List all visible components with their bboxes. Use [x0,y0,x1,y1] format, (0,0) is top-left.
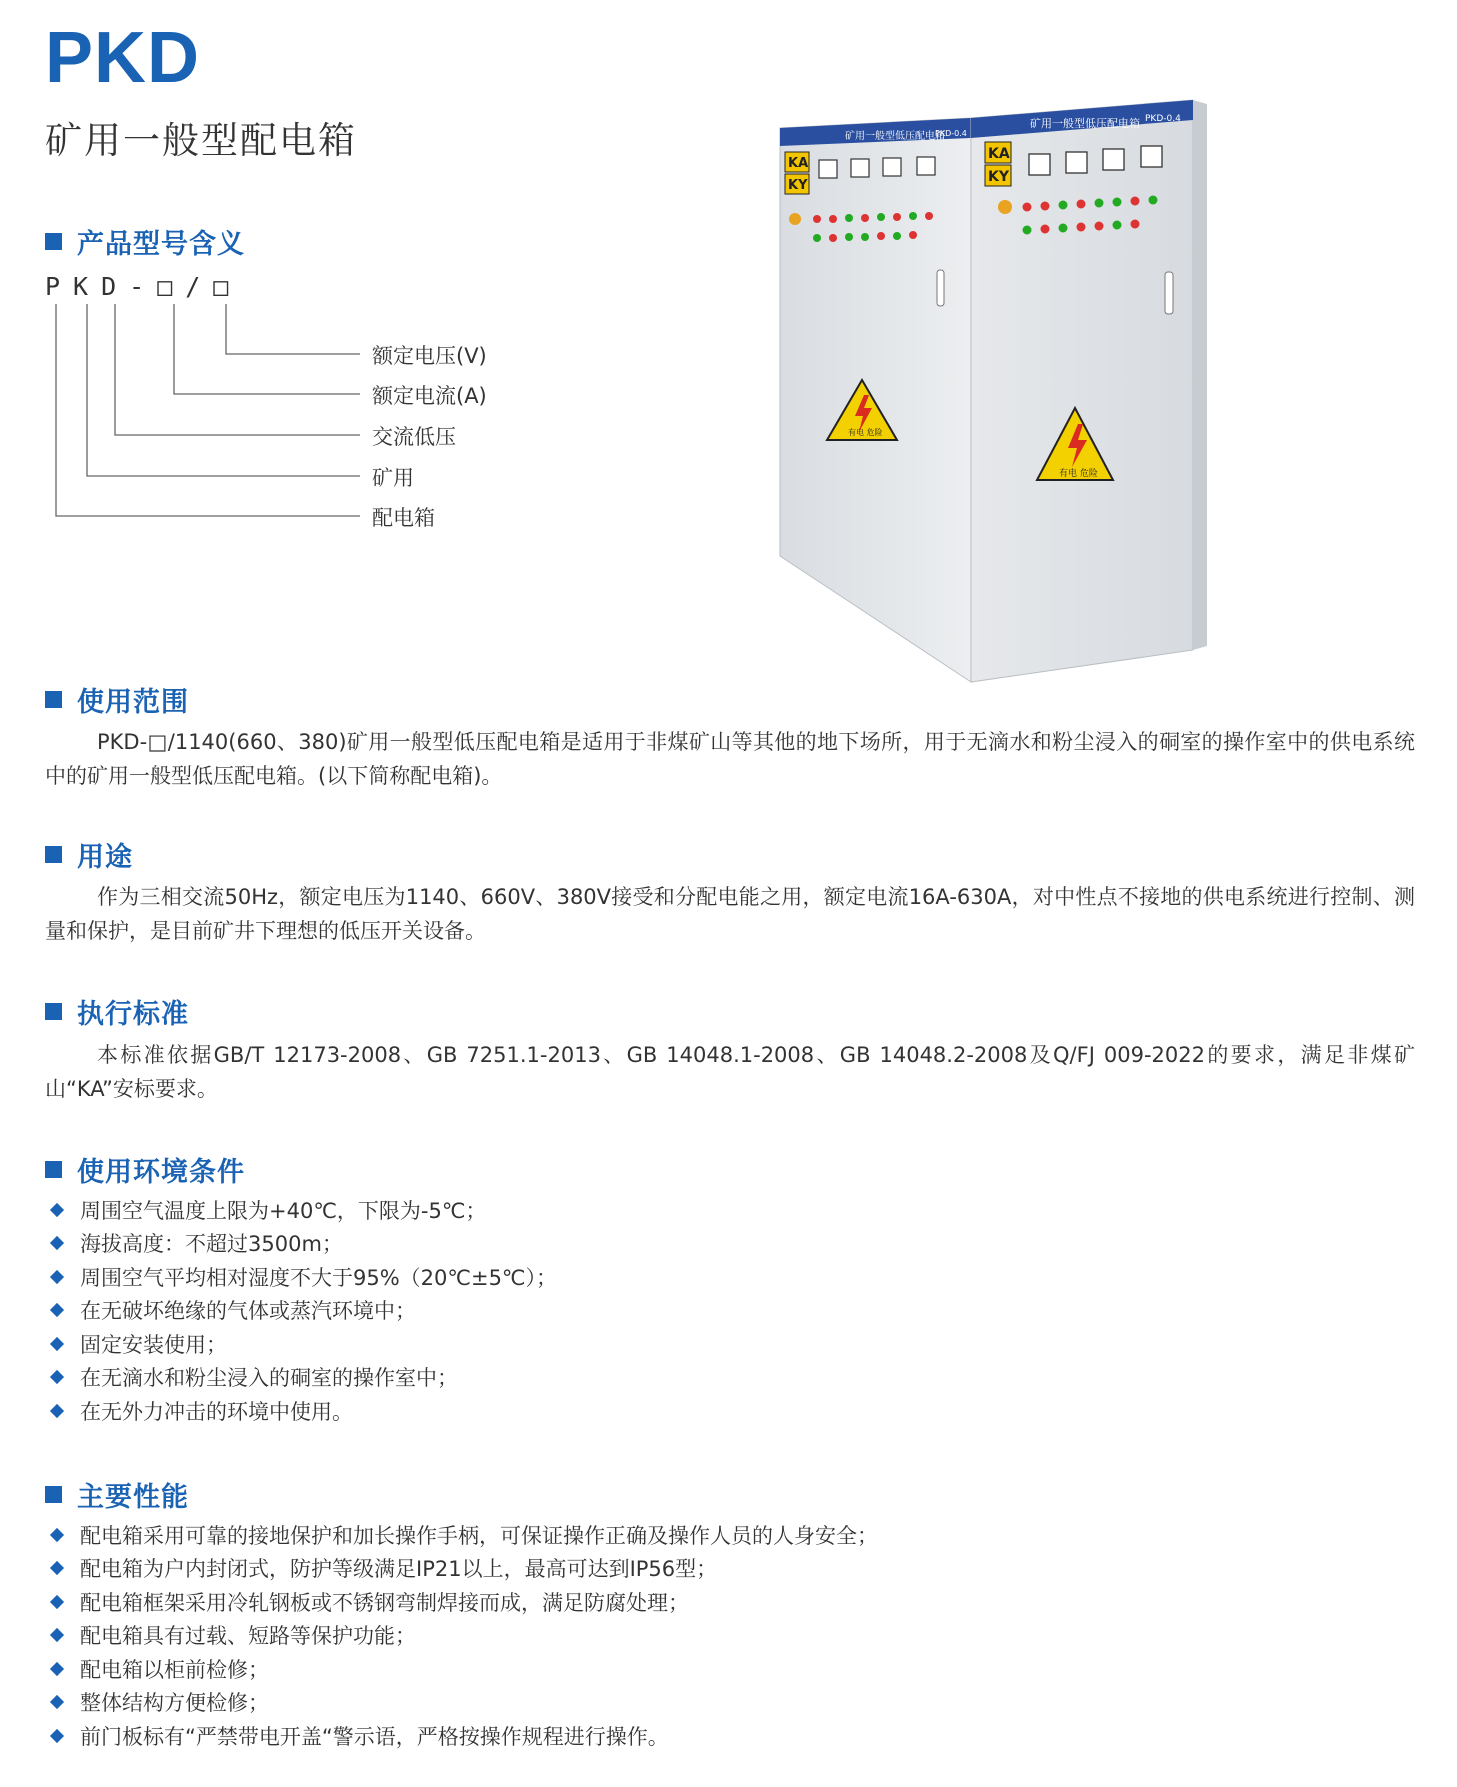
list-item [50,1619,878,1653]
product-image [775,90,1245,690]
list-item [50,1394,557,1428]
performance-list [50,1518,878,1753]
ka-logo: KA [788,156,809,171]
section-header-scope [45,680,189,719]
list-item-text: 在无外力冲击的环境中使用。 [80,1399,353,1424]
diamond-bullet-icon [50,1528,64,1542]
list-item [50,1260,557,1294]
section-title: 用途 [77,842,133,873]
cabinet-nameplate: 矿用一般型低压配电箱 [845,131,945,142]
list-item-text: 配电箱以柜前检修； [80,1657,269,1682]
list-item [50,1327,557,1361]
section-title: 使用环境条件 [77,1157,245,1188]
section-header-environment [45,1150,245,1189]
section-bullet-square [45,1486,62,1503]
list-item-text: 周围空气温度上限为+40℃，下限为-5℃； [80,1198,487,1223]
diamond-bullet-icon [50,1270,64,1284]
model-label-distribution-box: 配电箱 [372,506,435,530]
model-label-current: 额定电流(A) [372,384,487,408]
list-item-text: 海拔高度：不超过3500m； [80,1232,343,1257]
cabinet-code: PKD-0.4 [1145,114,1181,124]
section-header-performance [45,1475,189,1514]
warning-text: 有电 危险 [848,428,883,437]
ky-logo: KY [788,178,808,193]
diamond-bullet-icon [50,1695,64,1709]
usage-paragraph: 作为三相交流50Hz，额定电压为1140、660V、380V接受和分配电能之用，额定电流16A-630A，对中性点不接地的供电系统进行控制、测量和保护，是目前矿井下理想的低压开关设备。 [45,885,1415,943]
list-item [50,1719,878,1753]
connector-line [87,304,360,476]
list-item [50,1552,878,1586]
warning-text: 有电 危险 [1059,469,1098,479]
section-title: 使用范围 [77,687,189,718]
product-subtitle: 矿用一般型配电箱 [45,119,357,162]
model-connector-lines [0,0,520,540]
environment-list [50,1193,557,1428]
list-item-text: 配电箱框架采用冷轧钢板或不锈钢弯制焊接而成，满足防腐处理； [80,1590,689,1615]
section-bullet-square [45,1003,62,1020]
cabinet-nameplate: 矿用一般型低压配电箱 [1030,117,1140,130]
connector-line [174,304,360,394]
list-item [50,1294,557,1328]
section-bullet-square [45,1161,62,1178]
diamond-bullet-icon [50,1337,64,1351]
ky-logo: KY [988,169,1009,185]
left-cabinet [780,118,971,682]
list-item-text: 周围空气平均相对湿度不大于95%（20℃±5℃）； [80,1265,558,1290]
door-handle [1165,272,1173,314]
scope-paragraph: PKD-□/1140(660、380)矿用一般型低压配电箱是适用于非煤矿山等其他的地下场所，用于无滴水和粉尘浸入的硐室的操作室中的供电系统中的矿用一般型低压配电箱。(以下简称配电箱)。 [45,730,1415,788]
diamond-bullet-icon [50,1404,64,1418]
selector-switch [789,213,801,225]
section-title: 执行标准 [77,999,189,1030]
diamond-bullet-icon [50,1203,64,1217]
list-item-text: 整体结构方便检修； [80,1691,269,1716]
diamond-bullet-icon [50,1662,64,1676]
section-title: 主要性能 [77,1482,189,1513]
list-item-text: 配电箱具有过载、短路等保护功能； [80,1624,416,1649]
list-item-text: 配电箱为户内封闭式，防护等级满足IP21以上，最高可达到IP56型； [80,1557,718,1582]
list-item [50,1193,557,1227]
door-handle [937,270,944,306]
list-item [50,1686,878,1720]
diamond-bullet-icon [50,1595,64,1609]
brand-title: PKD [45,18,201,98]
section-header-usage [45,835,133,874]
list-item-text: 前门板标有“严禁带电开盖“警示语，严格按操作规程进行操作。 [80,1724,669,1749]
connector-line [115,304,360,435]
section-header-standard [45,992,189,1031]
connector-line [56,304,360,516]
standard-paragraph: 本标准依据GB/T 12173-2008、GB 7251.1-2013、GB 14048.1-2008、GB 14048.2-2008及Q/FJ 009-2022的要求，满足非煤矿山“KA”安标要求。 [45,1043,1415,1101]
list-item [50,1227,557,1261]
section-bullet-square [45,691,62,708]
diamond-bullet-icon [50,1729,64,1743]
diamond-bullet-icon [50,1370,64,1384]
list-item-text: 在无滴水和粉尘浸入的硐室的操作室中； [80,1366,458,1391]
right-cabinet [971,100,1207,682]
diamond-bullet-icon [50,1236,64,1250]
model-label-mining: 矿用 [372,466,414,490]
section-title: 产品型号含义 [77,229,245,260]
list-item [50,1585,878,1619]
model-code: PKD-□/□ [45,272,242,301]
list-item [50,1518,878,1552]
list-item-text: 配电箱采用可靠的接地保护和加长操作手柄，可保证操作正确及操作人员的人身安全； [80,1523,878,1548]
section-bullet-square [45,846,62,863]
diamond-bullet-icon [50,1561,64,1575]
selector-switch [998,200,1012,214]
connector-line [226,304,360,354]
list-item [50,1361,557,1395]
list-item-text: 在无破坏绝缘的气体或蒸汽环境中； [80,1299,416,1324]
model-label-ac-low-voltage: 交流低压 [372,425,456,449]
ka-logo: KA [988,146,1010,162]
model-label-voltage: 额定电压(V) [372,344,487,368]
list-item [50,1652,878,1686]
list-item-text: 固定安装使用； [80,1332,227,1357]
diamond-bullet-icon [50,1303,64,1317]
diamond-bullet-icon [50,1628,64,1642]
cabinet-code: PKD-0.4 [935,129,967,138]
